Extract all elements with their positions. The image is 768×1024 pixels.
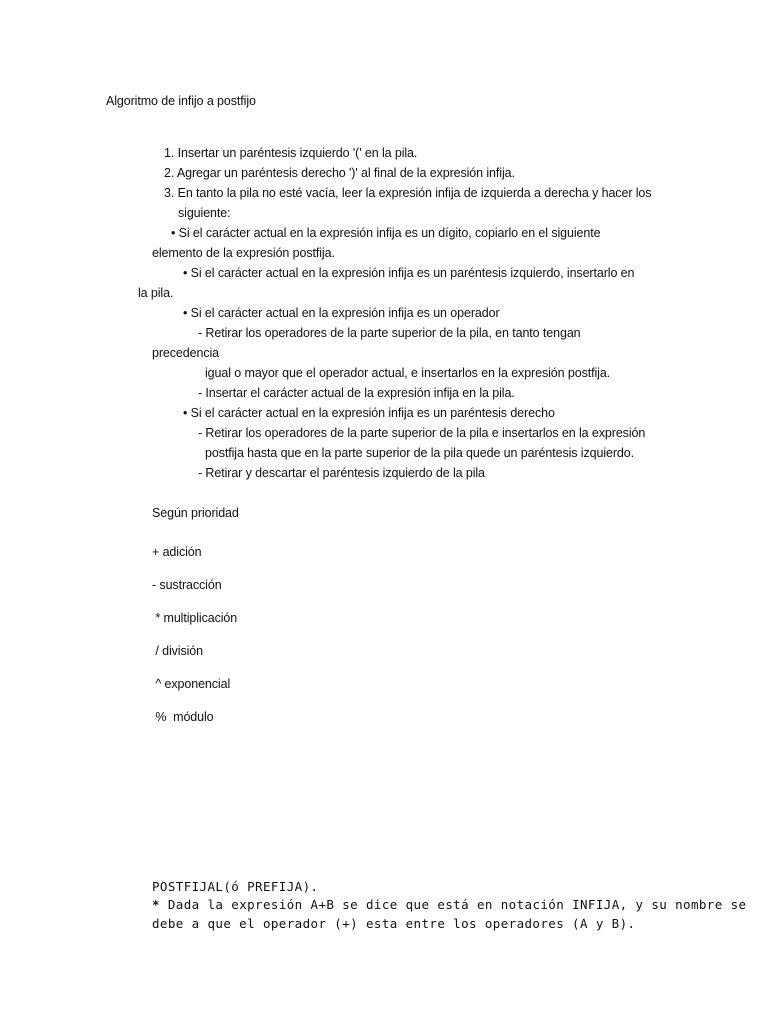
operator-exponential: ^ exponencial xyxy=(152,677,231,691)
footer-line2-text: Dada la expresión A+B se dice que está en notación INFIJA, y su nombre se xyxy=(159,897,747,912)
rule-digit-line1: • Si el carácter actual en la expresión infija es un dígito, copiarlo en el siguiente xyxy=(171,226,601,240)
rule-right-paren-line1: • Si el carácter actual en la expresión infija es un paréntesis derecho xyxy=(183,406,555,420)
document-title: Algoritmo de infijo a postfijo xyxy=(106,94,256,108)
footer-line2 xyxy=(152,897,746,913)
operator-division: / división xyxy=(152,644,204,658)
step-1: 1. Insertar un paréntesis izquierdo '(' en la pila. xyxy=(164,146,418,160)
rule-right-paren-sub1-line1: - Retirar los operadores de la parte superior de la pila e insertarlos en la expresión xyxy=(198,426,646,440)
operator-modulo: % módulo xyxy=(152,710,214,724)
footer-line1: POSTFIJAL(ó PREFIJA). xyxy=(152,879,319,894)
rule-operator-sub1-line1: - Retirar los operadores de la parte superior de la pila, en tanto tengan xyxy=(198,326,581,340)
rule-left-paren-line2: la pila. xyxy=(138,286,174,300)
rule-operator-sub2: - Insertar el carácter actual de la expresión infija en la pila. xyxy=(198,386,515,400)
rule-digit-line2: elemento de la expresión postfija. xyxy=(152,246,335,260)
step-3: 3. En tanto la pila no esté vacía, leer la expresión infija de izquierda a derecha y hacer los xyxy=(164,186,652,200)
rule-right-paren-sub1-line2: postfija hasta que en la parte superior de la pila quede un paréntesis izquierdo. xyxy=(205,446,634,460)
operator-subtraction: - sustracción xyxy=(152,578,222,592)
footer-line3: debe a que el operador (+) esta entre los operadores (A y B). xyxy=(152,916,636,931)
rule-left-paren-line1: • Si el carácter actual en la expresión infija es un paréntesis izquierdo, insertarlo en xyxy=(183,266,635,280)
step-3-continuation: siguiente: xyxy=(178,206,231,220)
operator-multiplication: * multiplicación xyxy=(152,611,238,625)
rule-operator-sub1-line2: precedencia xyxy=(152,346,220,360)
rule-operator-line1: • Si el carácter actual en la expresión infija es un operador xyxy=(183,306,500,320)
step-2: 2. Agregar un paréntesis derecho ')' al final de la expresión infija. xyxy=(164,166,515,180)
footer-star: * xyxy=(152,897,160,912)
rule-right-paren-sub2: - Retirar y descartar el paréntesis izquierdo de la pila xyxy=(198,466,485,480)
operator-addition: + adición xyxy=(152,545,202,559)
priority-heading: Según prioridad xyxy=(152,506,239,520)
rule-operator-sub1-line3: igual o mayor que el operador actual, e insertarlos en la expresión postfija. xyxy=(205,366,611,380)
